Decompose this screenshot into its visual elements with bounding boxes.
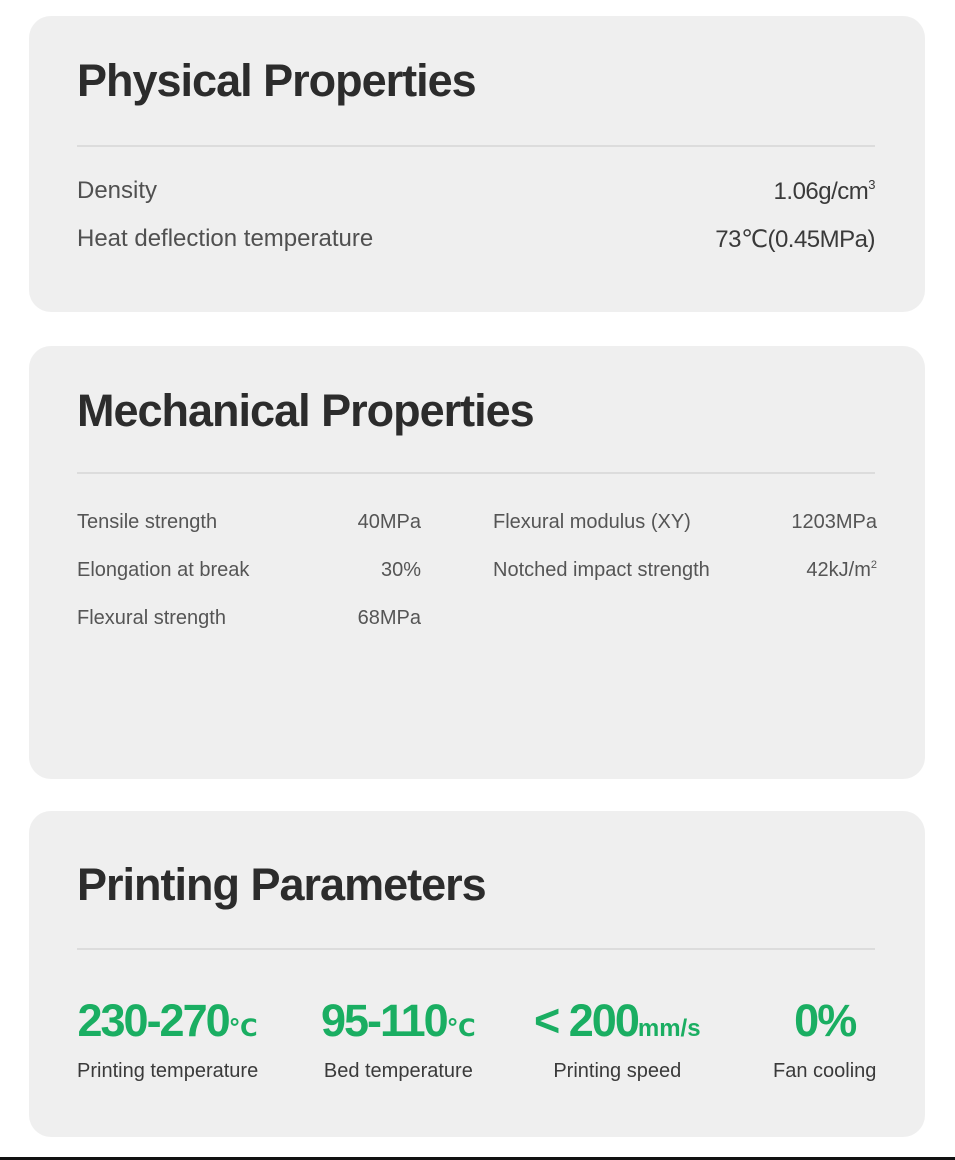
property-label: Notched impact strength <box>493 559 710 581</box>
param-value: < 200mm/s <box>534 995 701 1046</box>
property-value: 68MPa <box>357 607 421 629</box>
property-label: Flexural modulus (XY) <box>493 511 691 533</box>
property-label: Tensile strength <box>77 511 218 533</box>
property-value: 40MPa <box>357 511 421 533</box>
param-caption: Fan cooling <box>773 1060 877 1082</box>
property-row-density <box>77 177 875 207</box>
param-fan-cooling <box>773 996 876 1083</box>
param-value: 0% <box>794 995 856 1046</box>
divider <box>77 948 875 950</box>
property-row-flexural-strength <box>77 607 421 633</box>
property-label: Elongation at break <box>77 559 250 581</box>
property-row-tensile-strength <box>77 511 421 537</box>
param-caption: Bed temperature <box>323 1060 473 1082</box>
divider <box>77 145 875 147</box>
property-row-heat-deflection <box>77 225 875 255</box>
param-printing-temperature <box>77 996 258 1083</box>
property-label: Heat deflection temperature <box>77 225 374 252</box>
printing-parameters-card <box>29 811 925 1137</box>
property-row-flexural-modulus <box>493 511 877 537</box>
mechanical-properties-title: Mechanical Properties <box>77 385 534 436</box>
property-row-notched-impact <box>493 559 877 585</box>
property-value: 30% <box>380 559 421 581</box>
property-label: Density <box>77 177 158 204</box>
property-value: $42kJ/m^2$ <box>806 559 877 581</box>
param-value: 95-110℃ <box>321 995 476 1046</box>
property-value: 73℃(0.45MPa) <box>715 226 875 253</box>
param-caption: Printing temperature <box>77 1060 259 1082</box>
param-bed-temperature <box>321 996 476 1083</box>
param-caption: Printing speed <box>553 1060 682 1082</box>
param-value: 230-270℃ <box>77 995 258 1046</box>
property-value: $1.06g/cm^3$ <box>773 177 875 205</box>
property-label: Flexural strength <box>77 607 226 629</box>
mechanical-properties-card <box>29 346 925 779</box>
printing-parameters-title: Printing Parameters <box>77 859 486 910</box>
physical-properties-title: Physical Properties <box>77 55 476 106</box>
param-printing-speed <box>534 996 701 1083</box>
divider <box>77 472 875 474</box>
property-row-elongation <box>77 559 421 585</box>
physical-properties-card <box>29 16 925 312</box>
property-value: 1203MPa <box>791 511 877 533</box>
